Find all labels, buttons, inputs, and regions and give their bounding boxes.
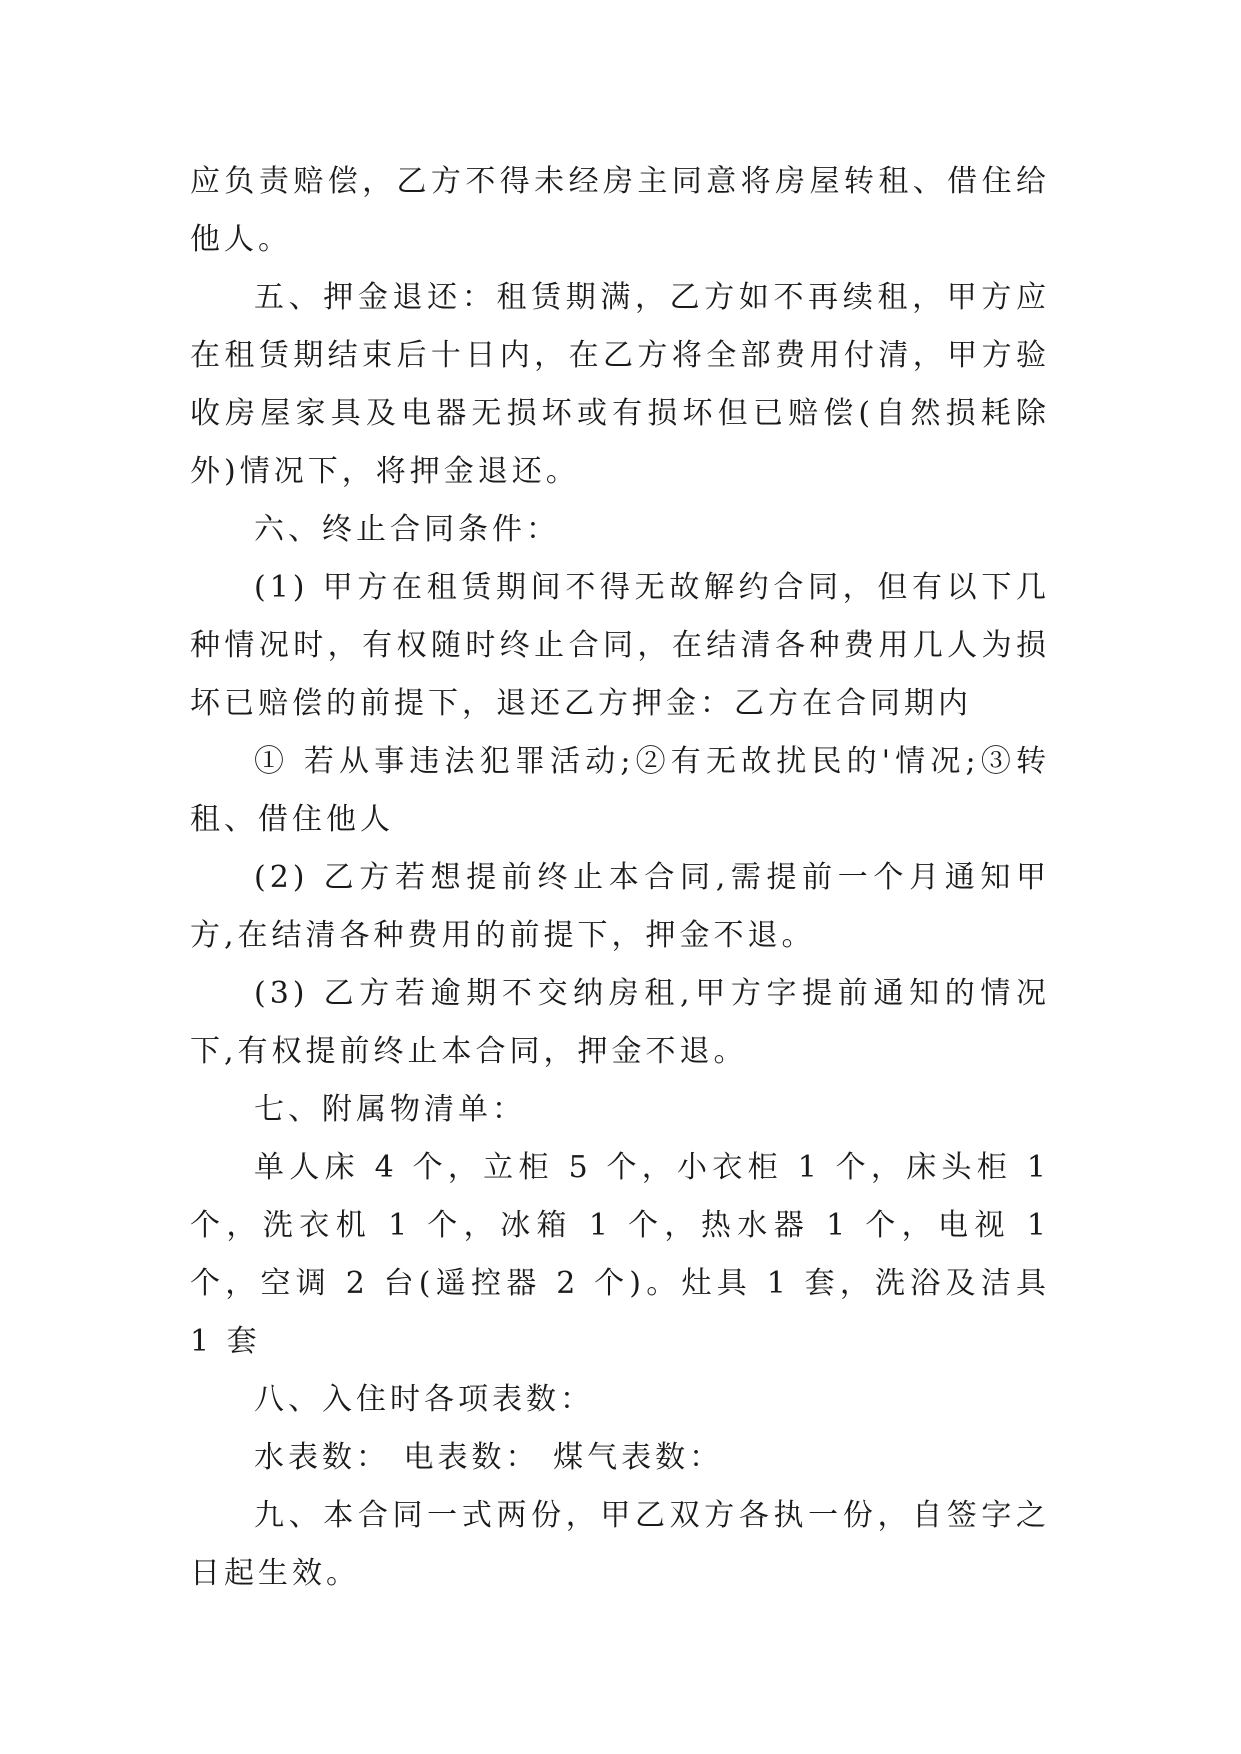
paragraph-meter-heading: 八、入住时各项表数： xyxy=(254,1382,594,1417)
document-body xyxy=(190,153,1050,1603)
paragraph-termination-conditions: ① 若从事违法犯罪活动;②有无故扰民的'情况;③转租、借住他人 xyxy=(190,744,1050,837)
paragraph-termination-item-1: (1) 甲方在租赁期间不得无故解约合同，但有以下几种情况时，有权随时终止合同，在结清各种费用几人为损坏已赔偿的前提下，退还乙方押金：乙方在合同期内 xyxy=(190,570,1050,721)
paragraph-inventory-heading: 七、附属物清单： xyxy=(254,1092,526,1127)
paragraph-meter-readings: 水表数： 电表数： 煤气表数： xyxy=(254,1440,724,1475)
paragraph-termination-item-3: (3) 乙方若逾期不交纳房租,甲方字提前通知的情况下,有权提前终止本合同，押金不退。 xyxy=(190,976,1050,1069)
paragraph-termination-item-2: (2) 乙方若想提前终止本合同,需提前一个月通知甲方,在结清各种费用的前提下，押金不退。 xyxy=(190,860,1050,953)
paragraph-termination-heading: 六、终止合同条件： xyxy=(254,512,560,547)
paragraph-compensation-continued: 应负责赔偿，乙方不得未经房主同意将房屋转租、借住给他人。 xyxy=(190,164,1050,257)
paragraph-copies-effective: 九、本合同一式两份，甲乙双方各执一份，自签字之日起生效。 xyxy=(190,1498,1050,1591)
paragraph-deposit-return: 五、押金退还：租赁期满，乙方如不再续租，甲方应在租赁期结束后十日内，在乙方将全部费用付清，甲方验收房屋家具及电器无损坏或有损坏但已赔偿(自然损耗除外)情况下，将押金退还。 xyxy=(190,280,1050,489)
paragraph-inventory-list: 单人床 4 个，立柜 5 个，小衣柜 1 个，床头柜 1 个，洗衣机 1 个，冰箱 1 个，热水器 1 个，电视 1 个，空调 2 台(遥控器 2 个)。灶具 1 套，洗浴及洁具 1 套 xyxy=(190,1150,1050,1359)
